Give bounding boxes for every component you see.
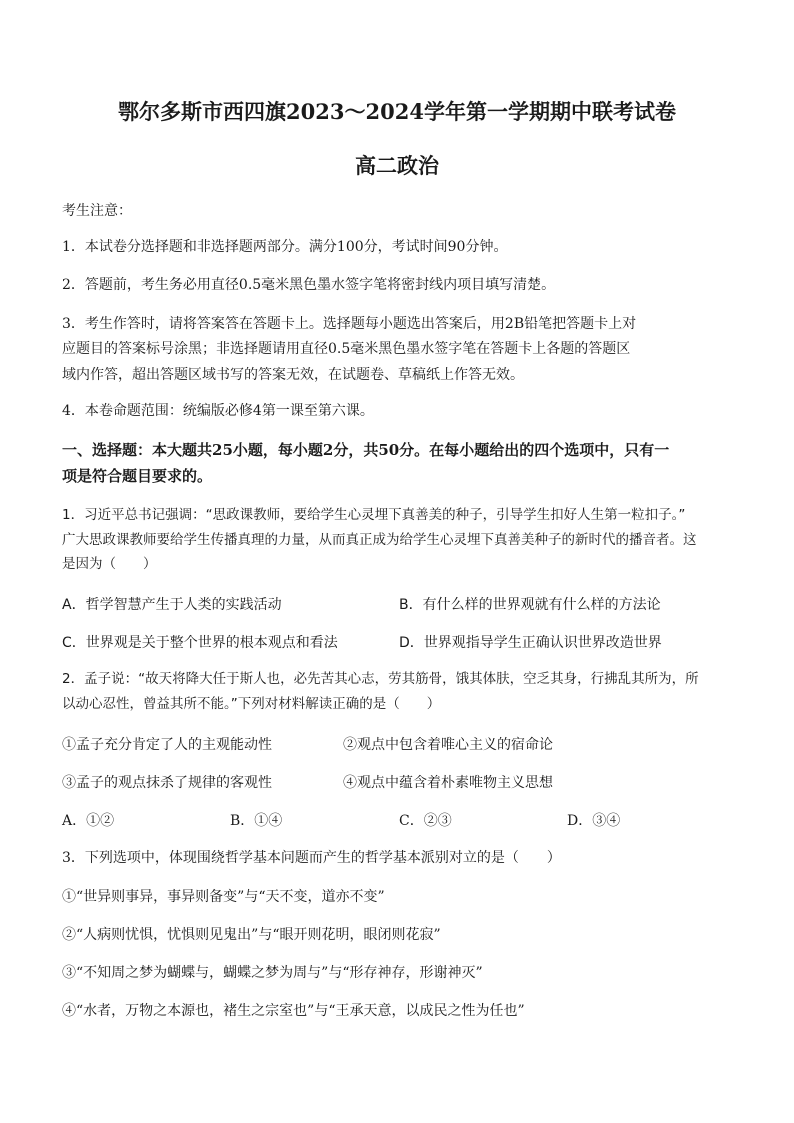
q3-item: ①“世异则事异，事异则备变”与“天不变，道亦不变” xyxy=(62,889,385,905)
q2-stem: 以动心忍性，曾益其所不能。”下列对材料解读正确的是（ ） xyxy=(62,696,441,712)
q2-stem: 2．孟子说：“故天将降大任于斯人也，必先苦其心志，劳其筋骨，饿其体肤，空乏其身，行拂乱其所为，所 xyxy=(62,671,699,687)
q1-stem: 1．习近平总书记强调：“思政课教师，要给学生心灵埋下真善美的种子，引导学生扣好人生第一粒扣子。” xyxy=(62,507,686,523)
q3-item: ②“人病则忧惧，忧惧则见鬼出”与“眼开则花明，眼闭则花寂” xyxy=(62,927,441,943)
q1-option-a: A．哲学智慧产生于人类的实践活动 xyxy=(62,597,282,613)
notice-item: 应题目的答案标号涂黑；非选择题请用直径0.5毫米黑色墨水签字笔在答题卡上各题的答题区 xyxy=(62,341,631,357)
notice-item: 域内作答，超出答题区域书写的答案无效，在试题卷、草稿纸上作答无效。 xyxy=(62,367,524,383)
exam-subject: 高二政治 xyxy=(355,153,439,178)
q2-option-d: D．③④ xyxy=(567,813,621,829)
q1-option-c: C．世界观是关于整个世界的根本观点和看法 xyxy=(62,635,338,651)
q2-statement-4: ④观点中蕴含着朴素唯物主义思想 xyxy=(343,775,553,791)
q2-statement-2: ②观点中包含着唯心主义的宿命论 xyxy=(343,737,553,753)
q1-stem: 是因为（ ） xyxy=(62,556,157,572)
exam-title: 鄂尔多斯市西四旗2023～2024学年第一学期期中联考试卷 xyxy=(118,99,676,124)
notice-item: 1．本试卷分选择题和非选择题两部分。满分100分，考试时间90分钟。 xyxy=(62,239,508,255)
q2-statement-3: ③孟子的观点抹杀了规律的客观性 xyxy=(62,775,272,791)
notice-item: 3．考生作答时，请将答案答在答题卡上。选择题每小题选出答案后，用2B铅笔把答题卡上对 xyxy=(62,316,637,332)
q1-option-d: D．世界观指导学生正确认识世界改造世界 xyxy=(399,635,662,651)
q1-stem: 广大思政课教师要给学生传播真理的力量，从而真正成为给学生心灵埋下真善美种子的新时代的播音者。这 xyxy=(62,532,697,548)
notice-item: 2．答题前，考生务必用直径0.5毫米黑色墨水签字笔将密封线内项目填写清楚。 xyxy=(62,277,556,293)
section-heading: 一、选择题：本大题共25小题，每小题2分，共50分。在每小题给出的四个选项中，只有一 xyxy=(62,441,670,459)
q2-statement-1: ①孟子充分肯定了人的主观能动性 xyxy=(62,737,272,753)
q3-item: ③“不知周之梦为蝴蝶与，蝴蝶之梦为周与”与“形存神存，形谢神灭” xyxy=(62,965,483,981)
notice-heading: 考生注意： xyxy=(62,203,132,219)
q3-item: ④“水者，万物之本源也，褚生之宗室也”与“王承天意，以成民之性为任也” xyxy=(62,1003,525,1019)
section-heading-cont: 项是符合题目要求的。 xyxy=(62,467,213,485)
q2-option-c: C．②③ xyxy=(399,813,452,829)
q1-option-b: B．有什么样的世界观就有什么样的方法论 xyxy=(399,597,661,613)
q2-option-b: B．①④ xyxy=(230,813,283,829)
q2-option-a: A．①② xyxy=(62,813,115,829)
notice-item: 4．本卷命题范围：统编版必修4第一课至第六课。 xyxy=(62,403,374,419)
q3-stem: 3．下列选项中，体现围绕哲学基本问题而产生的哲学基本派别对立的是（ ） xyxy=(62,850,561,866)
